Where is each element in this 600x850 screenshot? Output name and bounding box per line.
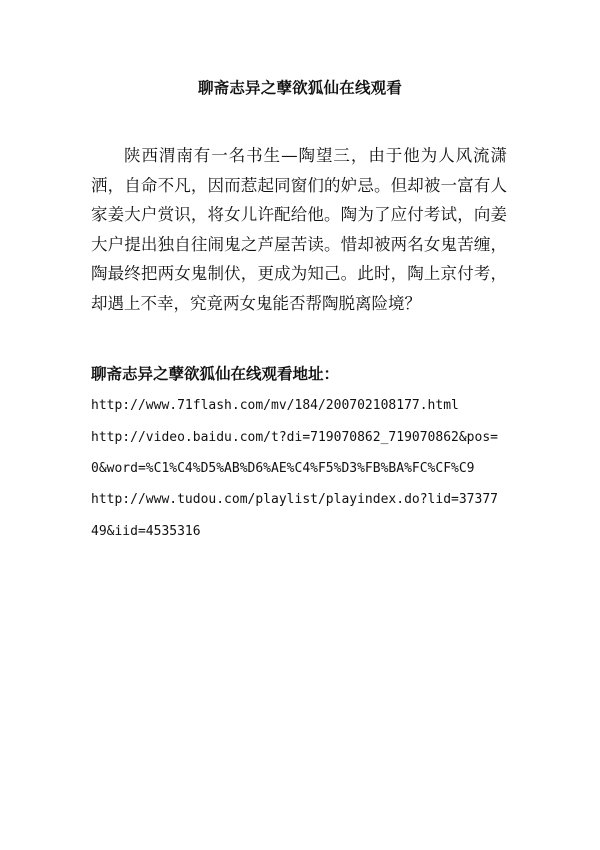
- page-title: 聊斋志异之孽欲狐仙在线观看: [197, 79, 403, 97]
- url-71flash[interactable]: http://www.71flash.com/mv/184/200702108177.html: [91, 398, 459, 413]
- url-baidu-line-1[interactable]: http://video.baidu.com/t?di=719070862_719070862&pos=: [91, 430, 498, 445]
- url-baidu-line-2[interactable]: 0&word=%C1%C4%D5%AB%D6%AE%C4%F5%D3%FB%BA%FC%CF%C9: [91, 461, 475, 476]
- url-tudou-line-1[interactable]: http://www.tudou.com/playlist/playindex.do?lid=37377: [91, 492, 498, 507]
- synopsis-paragraph: 陕西渭南有一名书生—陶望三，由于他为人风流潇洒，自命不凡，因而惹起同窗们的妒忌。但却被一富有人家姜大户赏识，将女儿许配给他。陶为了应付考试，向姜大户提出独自往闹鬼之芦屋苦读。惜却被两名女鬼苦缠，陶最终把两女鬼制伏，更成为知己。此时，陶上京付考，却遇上不幸，究竟两女鬼能否帮陶脱离险境？: [91, 146, 507, 313]
- links-heading: 聊斋志异之孽欲狐仙在线观看地址：: [91, 365, 340, 383]
- url-tudou-line-2[interactable]: 49&iid=4535316: [91, 524, 201, 539]
